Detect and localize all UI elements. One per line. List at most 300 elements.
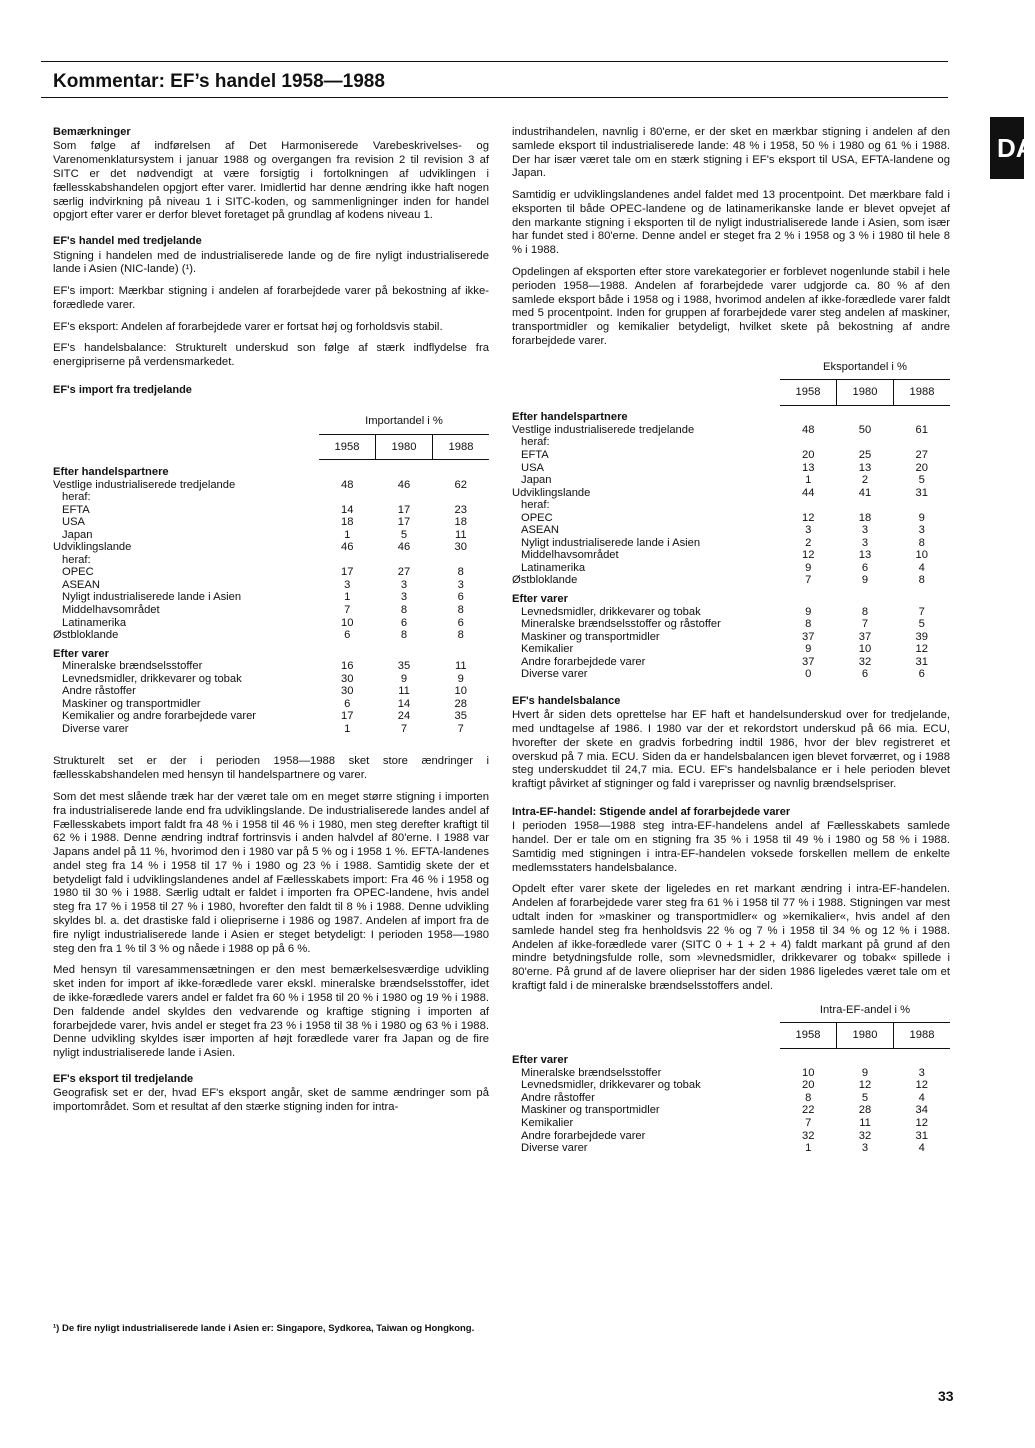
table-year-header: 1988 bbox=[894, 380, 951, 406]
table-cell-value: 25 bbox=[858, 448, 872, 461]
table-row-label: Latinamerika bbox=[521, 561, 586, 574]
table-row-label: Nyligt industrialiserede lande i Asien bbox=[521, 536, 701, 549]
table-cell-value: 32 bbox=[802, 1129, 815, 1142]
table-row-label: Andre råstoffer bbox=[521, 1091, 595, 1104]
table-header-row bbox=[53, 415, 489, 434]
table-cell-value: 12 bbox=[802, 511, 815, 524]
table-row bbox=[512, 1130, 950, 1143]
intra-table bbox=[512, 1004, 950, 1155]
table-cell-value: 9 bbox=[861, 574, 869, 587]
table-row-label: Østbloklande bbox=[512, 574, 578, 587]
table-cell-value bbox=[837, 499, 894, 512]
table-row-label: EFTA bbox=[521, 448, 549, 461]
table-row-label: Japan bbox=[521, 474, 552, 487]
table-cell-value: 6 bbox=[861, 561, 869, 574]
left-para-3: Med hensyn til varesammensætningen er den mest bemærkelsesværdige udvikling sket inden for import af ikke-forædlede varer ekskl. mineralske brændselsstoffer, idet de ikke-forædlede varers andel er faldet fra 60 % i 1958 til 20 % i 1980 og 19 % i 1988. Den faldende andel skyldes den vedvarende og kraftige stigning i importen af forarbejdede varer, hvis andel er steget fra 23 % i 1958 til 38 % i 1980 og 63 % i 1988. Denne udvikling skyldes især importen af højt forædlede varer fra Japan og de fire nyligt industrialiserede lande i Asien. bbox=[53, 964, 489, 1060]
table-cell-value: 32 bbox=[858, 655, 872, 668]
left-para-2: Som det mest slående træk har der været tale om en meget større stigning i importen fra industrialiserede lande end fra udviklingslande. De industrialiserede landes andel af Fællesskabets import faldt fra 48 % i 1958 til 46 % i 1980, men steg derefter kraftigt til 62 % i 1988. Denne ændring indtraf fortrinsvis i anden halvdel af 80'erne. I 1988 var Japans andel på 11 %, hvorimod den i 1980 var på 5 % og i 1958 1 %. EFTA-landenes andel steg fra 14 % i 1958 til 17 % i 1980 og 23 % i 1988. Samtidig skete der et betydeligt fald i udviklingslandenes andel af Fællesskabets import: Fra 46 % i 1958 og 1980 til 30 % i 1988. Særlig udtalt er faldet i importen fra OPEC-landene, hvis andel steg fra 17 % i 1958 til 27 % i 1980, hvorefter den faldt til 8 % i 1988. Denne udvikling skyldes bl. a. det drastiske fald i oliepriserne i 1986 og 1987. Andelen af import fra de fire nyligt industrialiserede lande i Asien er steget betydeligt: I perioden 1958—1980 steg den fra 1 % til 3 % og nåede i 1988 op på 6 %. bbox=[53, 791, 489, 955]
table-row bbox=[512, 618, 950, 631]
table-row bbox=[53, 698, 489, 711]
table-row bbox=[512, 606, 950, 619]
table-cell-value: 3 bbox=[400, 578, 408, 591]
table-row bbox=[512, 562, 950, 575]
table-cell-value: 14 bbox=[397, 697, 411, 710]
table-cell-value: 3 bbox=[400, 591, 408, 604]
table-row-label: Efter varer bbox=[512, 1054, 568, 1067]
table-year-row bbox=[53, 434, 489, 460]
table-row bbox=[53, 491, 489, 504]
bemaerkninger-section bbox=[53, 126, 489, 223]
table-cell-value: 3 bbox=[457, 578, 464, 591]
table-row bbox=[512, 656, 950, 669]
table-cell-value bbox=[376, 491, 433, 504]
table-cell-value: 10 bbox=[454, 685, 467, 698]
table-row bbox=[512, 1048, 950, 1067]
right-para-2: Samtidig er udviklingslandenes andel faldet med 13 procentpoint. Det mærkbare fald i eksporten til både OPEC-landene og de latinamerikanske lande er blevet opvejet af den markante stigning i eksporten til de nyligt industrialiserede lande i Asien, som især har fundet sted i 80'erne. Denne andel er steget fra 2 % i 1958 og 3 % i 1980 til hele 8 % i 1988. bbox=[512, 189, 950, 257]
table-cell-value: 1 bbox=[805, 474, 812, 487]
table-cell-value: 7 bbox=[805, 1117, 812, 1129]
table-cell-value: 9 bbox=[805, 561, 812, 574]
table-row bbox=[53, 516, 489, 529]
table-row-label: Latinamerika bbox=[62, 616, 127, 629]
import-table bbox=[53, 415, 489, 735]
table-row-label: Middelhavsområdet bbox=[521, 549, 619, 562]
table-row bbox=[512, 643, 950, 656]
table-row-label: Japan bbox=[62, 528, 93, 541]
table-cell-value: 5 bbox=[861, 1091, 869, 1104]
table-row-label: Kemikalier og andre forarbejdede varer bbox=[62, 710, 257, 723]
table-cell-value: 7 bbox=[344, 603, 351, 616]
table-cell-value: 6 bbox=[918, 668, 925, 681]
table-row bbox=[53, 660, 489, 673]
table-cell-value: 5 bbox=[918, 618, 925, 631]
table-row bbox=[512, 449, 950, 462]
table-cell-value: 1 bbox=[344, 722, 351, 735]
table-row bbox=[512, 462, 950, 475]
table-cell-value: 3 bbox=[344, 578, 351, 591]
table-cell-value: 0 bbox=[805, 668, 812, 681]
table-row-label: Mineralske brændselsstoffer bbox=[521, 1066, 662, 1079]
table-cell-value: 31 bbox=[915, 1129, 928, 1142]
right-para-1: industrihandelen, navnlig i 80'erne, er der sket en mærkbar stigning i andelen af den samlede eksport til industrialiserede lande: 48 % i 1958, 50 % i 1980 og 61 % i 1988. Der har især været tale om en stærk stigning i EF's eksport til USA, EFTA-landene og Japan. bbox=[512, 126, 950, 180]
table-cell-value: 12 bbox=[915, 1117, 928, 1129]
export-table-body bbox=[512, 361, 950, 681]
table-cell-value bbox=[376, 554, 433, 567]
table-cell-value: 46 bbox=[341, 541, 354, 554]
table-cell-value: 50 bbox=[858, 423, 872, 436]
table-cell-value: 8 bbox=[861, 605, 869, 618]
table-row-label: EFTA bbox=[62, 503, 90, 516]
table-cell-value: 20 bbox=[802, 1079, 815, 1092]
table-row bbox=[512, 405, 950, 424]
table-cell-value: 11 bbox=[859, 1117, 871, 1129]
table-cell-value: 20 bbox=[802, 448, 815, 461]
table-cell-value bbox=[780, 405, 837, 424]
table-row bbox=[512, 1067, 950, 1080]
table-row-label: Maskiner og transportmidler bbox=[62, 697, 201, 710]
table-row-label: heraf: bbox=[521, 499, 550, 512]
table-cell-value bbox=[894, 499, 951, 512]
table-row bbox=[512, 537, 950, 550]
table-cell-value bbox=[837, 436, 894, 449]
table-row bbox=[512, 574, 950, 587]
table-cell-value: 44 bbox=[802, 486, 815, 499]
table-cell-value: 12 bbox=[802, 549, 815, 562]
table-cell-value: 30 bbox=[454, 541, 467, 554]
table-cell-value: 1 bbox=[344, 528, 351, 541]
table-cell-value: 4 bbox=[918, 1142, 925, 1155]
table-cell-value: 7 bbox=[457, 722, 464, 735]
table-cell-value: 8 bbox=[457, 566, 464, 579]
table-cell-value: 9 bbox=[805, 643, 812, 656]
page-number: 33 bbox=[938, 1388, 954, 1404]
export-table bbox=[512, 361, 950, 681]
table-row bbox=[512, 424, 950, 437]
table-row-label: OPEC bbox=[62, 566, 94, 579]
table-cell-value: 8 bbox=[457, 603, 464, 616]
table-cell-value: 28 bbox=[858, 1104, 872, 1117]
table-header-title: Eksportandel i % bbox=[780, 361, 950, 380]
table-row bbox=[512, 474, 950, 487]
table-row-label: Andre forarbejdede varer bbox=[521, 1129, 646, 1142]
table-cell-value: 11 bbox=[454, 660, 467, 673]
table-cell-value: 10 bbox=[858, 643, 872, 656]
table-cell-value: 8 bbox=[400, 603, 408, 616]
table-cell-value bbox=[837, 405, 894, 424]
table-cell-value: 37 bbox=[802, 630, 815, 643]
table-cell-value: 18 bbox=[858, 511, 872, 524]
table-cell-value: 48 bbox=[802, 423, 815, 436]
right-column bbox=[512, 126, 950, 1155]
table-row-label: Levnedsmidler, drikkevarer og tobak bbox=[62, 672, 242, 685]
table-cell-value: 14 bbox=[341, 503, 354, 516]
table-row bbox=[512, 499, 950, 512]
table-row-label: Levnedsmidler, drikkevarer og tobak bbox=[521, 1079, 701, 1092]
table-cell-value: 11 bbox=[398, 685, 410, 698]
table-year-row bbox=[512, 380, 950, 406]
table-cell-value bbox=[319, 642, 376, 661]
table-header-row bbox=[512, 361, 950, 380]
table-cell-value: 6 bbox=[861, 668, 869, 681]
table-cell-value: 17 bbox=[397, 516, 411, 529]
table-cell-value: 17 bbox=[341, 710, 354, 723]
table-year-spacer bbox=[512, 1023, 780, 1049]
table-cell-value: 13 bbox=[858, 549, 872, 562]
table-cell-value bbox=[376, 642, 433, 661]
table-cell-value: 37 bbox=[802, 655, 815, 668]
table-cell-value: 9 bbox=[805, 605, 812, 618]
table-row-label: Vestlige industrialiserede tredjelande bbox=[512, 423, 695, 436]
table-row bbox=[512, 1117, 950, 1130]
table-cell-value: 17 bbox=[341, 566, 354, 579]
balance-summary: EF's handelsbalance: Strukturelt underskud son følge af stærk indflydelse fra energipriserne på verdensmarkedet. bbox=[53, 342, 489, 369]
table-row-label: Middelhavsområdet bbox=[62, 603, 160, 616]
table-cell-value bbox=[433, 554, 490, 567]
table-row bbox=[53, 479, 489, 492]
table-cell-value: 3 bbox=[918, 524, 925, 537]
table-cell-value: 9 bbox=[457, 672, 464, 685]
table-row-label: Kemikalier bbox=[521, 1117, 574, 1129]
table-row-label: ASEAN bbox=[62, 578, 100, 591]
right-para-6: Opdelt efter varer skete der ligeledes en ret markant ændring i intra-EF-handelen. Andelen af forarbejdede varer steg fra 61 % i 1958 til 77 % i 1988. Stigningen var mest udtalt inden for »maskiner og transportmidler« og »kemikalier«, hvis andel af den samlede handel steg fra henholdsvis 22 % og 7 % i 1958 til 34 % og 12 % i 1988. Andelen af ikke-forædlede varer (SITC 0 + 1 + 2 + 4) faldt markant på grund af den mindre betydningsfulde rolle, som »levnedsmidler, drikkevarer og tobak« spillede i 80'erne. På grund af de lavere oliepriser har der siden 1986 ligeledes været tale om et kraftigt fald i de mineralske brændselsstoffers andel. bbox=[512, 883, 950, 992]
table-cell-value: 10 bbox=[915, 549, 928, 562]
table-cell-value: 3 bbox=[861, 1142, 869, 1155]
table-cell-value: 22 bbox=[802, 1104, 815, 1117]
table-row-label: Efter varer bbox=[53, 647, 109, 660]
table-cell-value bbox=[376, 460, 433, 479]
table-cell-value bbox=[894, 587, 951, 606]
table-cell-value: 35 bbox=[397, 660, 411, 673]
table-row-label: Vestlige industrialiserede tredjelande bbox=[53, 478, 236, 491]
table-cell-value bbox=[319, 460, 376, 479]
table-row-label: Nyligt industrialiserede lande i Asien bbox=[62, 591, 242, 604]
table-row bbox=[53, 710, 489, 723]
table-row bbox=[53, 579, 489, 592]
table-year-header: 1958 bbox=[780, 1023, 837, 1049]
table-cell-value bbox=[319, 491, 376, 504]
table-row-label: Kemikalier bbox=[521, 643, 574, 656]
table-row-label: USA bbox=[521, 461, 545, 474]
table-cell-value: 10 bbox=[341, 616, 354, 629]
table-year-header: 1980 bbox=[837, 1023, 894, 1049]
left-para-1: Strukturelt set er der i perioden 1958—1988 sket store ændringer i fællesskabshandelen med hensyn til handelspartnere og varer. bbox=[53, 755, 489, 782]
import-table-body bbox=[53, 415, 489, 735]
table-row-label: Efter handelspartnere bbox=[512, 411, 628, 424]
table-row-label: heraf: bbox=[62, 553, 91, 566]
eksport-summary: EF's eksport: Andelen af forarbejdede varer er fortsat høj og forholdsvis stabil. bbox=[53, 320, 443, 333]
table-row bbox=[512, 587, 950, 606]
table-cell-value: 3 bbox=[805, 524, 812, 537]
table-cell-value: 4 bbox=[918, 561, 925, 574]
table-cell-value: 8 bbox=[805, 1091, 812, 1104]
table-cell-value: 27 bbox=[915, 448, 928, 461]
table-cell-value: 32 bbox=[858, 1129, 872, 1142]
table-header-spacer bbox=[512, 361, 780, 380]
table-cell-value: 1 bbox=[344, 591, 351, 604]
left-para-4: Geografisk set er der, hvad EF's eksport angår, sket de samme ændringer som på importområdet. Som et resultat af den stærke stigning inden for intra- bbox=[53, 1087, 489, 1114]
bemaerkninger-heading: Bemærkninger bbox=[53, 126, 131, 138]
table-row bbox=[53, 541, 489, 554]
table-cell-value: 48 bbox=[341, 478, 354, 491]
table-row bbox=[53, 642, 489, 661]
table-cell-value: 6 bbox=[457, 616, 464, 629]
table-row bbox=[53, 617, 489, 630]
table-row bbox=[512, 436, 950, 449]
table-cell-value: 2 bbox=[805, 536, 812, 549]
table-year-header: 1958 bbox=[780, 380, 837, 406]
tredjelande-heading: EF's handel med tredjelande bbox=[53, 235, 202, 248]
table-cell-value: 7 bbox=[400, 722, 408, 735]
table-row bbox=[512, 1092, 950, 1105]
table-row bbox=[53, 591, 489, 604]
table-cell-value: 5 bbox=[400, 528, 408, 541]
table-cell-value: 8 bbox=[457, 629, 464, 642]
table-row-label: Østbloklande bbox=[53, 629, 119, 642]
table-row bbox=[53, 504, 489, 517]
table-row-label: Maskiner og transportmidler bbox=[521, 630, 660, 643]
table-cell-value: 17 bbox=[397, 503, 411, 516]
table-row-label: Diverse varer bbox=[521, 668, 588, 681]
table-row-label: Diverse varer bbox=[62, 722, 129, 735]
table-row-label: Levnedsmidler, drikkevarer og tobak bbox=[521, 605, 701, 618]
tredjelande-section bbox=[53, 235, 489, 277]
table-row-label: Andre forarbejdede varer bbox=[521, 655, 646, 668]
table-cell-value: 13 bbox=[858, 461, 872, 474]
table-cell-value bbox=[780, 1048, 837, 1067]
table-row-label: Diverse varer bbox=[521, 1142, 588, 1155]
import-heading: EF's import fra tredjelande bbox=[53, 383, 192, 396]
table-row bbox=[512, 1079, 950, 1092]
table-cell-value: 4 bbox=[918, 1091, 925, 1104]
table-row bbox=[512, 1104, 950, 1117]
table-row-label: Efter handelspartnere bbox=[53, 465, 169, 478]
table-cell-value: 8 bbox=[918, 536, 925, 549]
table-row-label: Udviklingslande bbox=[512, 486, 591, 499]
table-cell-value: 31 bbox=[915, 655, 928, 668]
tredjelande-text: Stigning i handelen med de industrialiserede lande og de fire nyligt industrialiserede lande i Asien (NIC-lande) (¹). bbox=[53, 249, 489, 276]
import-summary: EF's import: Mærkbar stigning i andelen af forarbejdede varer på bekostning af ikke-forædlede varer. bbox=[53, 285, 489, 311]
table-cell-value: 46 bbox=[397, 478, 411, 491]
table-cell-value: 37 bbox=[858, 630, 872, 643]
table-cell-value: 23 bbox=[454, 503, 467, 516]
table-cell-value: 27 bbox=[397, 566, 411, 579]
table-cell-value: 6 bbox=[344, 629, 351, 642]
table-cell-value: 10 bbox=[802, 1066, 815, 1079]
table-row bbox=[512, 1142, 950, 1155]
table-cell-value bbox=[780, 499, 837, 512]
top-rule bbox=[41, 61, 948, 62]
table-cell-value bbox=[433, 460, 490, 479]
table-cell-value: 6 bbox=[344, 697, 351, 710]
footnote: ¹) De fire nyligt industrialiserede lande i Asien er: Singapore, Sydkorea, Taiwan og Hongkong. bbox=[53, 1323, 475, 1334]
table-row bbox=[53, 629, 489, 642]
table-cell-value: 30 bbox=[341, 685, 354, 698]
table-cell-value: 35 bbox=[454, 710, 467, 723]
table-cell-value: 3 bbox=[861, 524, 869, 537]
intra-table-body bbox=[512, 1004, 950, 1155]
bemaerkninger-text: Som følge af indførelsen af Det Harmoniserede Varebeskrivelses- og Varenomenklatursystem i januar 1988 og overgangen fra revision 2 til revision 3 af SITC er det nødvendigt at være forsigtig i fortolkningen af udviklingen i fællesskabshandelen opgjort efter varer. Imidlertid har denne ændring ikke haft nogen særlig indvirkning på niveau 1 i SITC-koden, og sammenligninger inden for handel opgjort efter varer er derfor blevet foretaget på grundlag af kodens niveau 1. bbox=[53, 140, 489, 222]
table-cell-value bbox=[433, 642, 490, 661]
table-cell-value bbox=[433, 491, 490, 504]
table-row bbox=[512, 549, 950, 562]
table-cell-value: 62 bbox=[454, 478, 467, 491]
table-cell-value: 28 bbox=[454, 697, 467, 710]
table-cell-value: 8 bbox=[400, 629, 408, 642]
table-row-label: ASEAN bbox=[521, 524, 559, 537]
table-row-label: Maskiner og transportmidler bbox=[521, 1104, 660, 1117]
table-year-header: 1988 bbox=[433, 434, 490, 460]
table-row bbox=[53, 604, 489, 617]
table-cell-value: 39 bbox=[915, 630, 928, 643]
table-year-spacer bbox=[512, 380, 780, 406]
table-header-title: Importandel i % bbox=[319, 415, 489, 434]
right-para-5: I perioden 1958—1988 steg intra-EF-handelens andel af Fællesskabets samlede handel. Der er tale om en stigning fra 35 % i 1958 til 49 % i 1980 og 58 % i 1988. Samtidig med stigningen i intra-EF-handelen voksede forskellen mellem de enkelte medlemsstaters handelsbalance. bbox=[512, 820, 950, 874]
table-cell-value: 11 bbox=[454, 528, 467, 541]
table-cell-value: 13 bbox=[802, 461, 815, 474]
table-row-label: Mineralske brændselsstoffer og råstoffer bbox=[521, 618, 721, 631]
table-year-header: 1988 bbox=[894, 1023, 951, 1049]
table-cell-value: 9 bbox=[861, 1066, 869, 1079]
eksport-heading: EF's eksport til tredjelande bbox=[53, 1072, 194, 1085]
table-cell-value: 34 bbox=[915, 1104, 928, 1117]
table-cell-value: 12 bbox=[858, 1079, 872, 1092]
table-row-label: OPEC bbox=[521, 511, 553, 524]
table-cell-value: 6 bbox=[400, 616, 408, 629]
table-cell-value: 7 bbox=[918, 605, 925, 618]
table-cell-value: 30 bbox=[341, 672, 354, 685]
table-cell-value: 16 bbox=[341, 660, 354, 673]
table-cell-value bbox=[894, 405, 951, 424]
table-row bbox=[53, 554, 489, 567]
table-row bbox=[512, 668, 950, 681]
table-row-label: Efter varer bbox=[512, 592, 568, 605]
table-cell-value bbox=[780, 436, 837, 449]
table-row bbox=[53, 673, 489, 686]
table-year-spacer bbox=[53, 434, 319, 460]
table-header-row bbox=[512, 1004, 950, 1023]
table-row bbox=[53, 723, 489, 736]
table-cell-value: 20 bbox=[915, 461, 928, 474]
table-cell-value: 46 bbox=[397, 541, 411, 554]
table-year-header: 1980 bbox=[837, 380, 894, 406]
title-rule bbox=[41, 97, 948, 98]
table-cell-value: 2 bbox=[861, 474, 869, 487]
table-cell-value: 12 bbox=[915, 1079, 928, 1092]
table-cell-value bbox=[894, 1048, 951, 1067]
table-year-header: 1958 bbox=[319, 434, 376, 460]
table-row bbox=[512, 631, 950, 644]
balance-heading: EF's handelsbalance bbox=[512, 694, 621, 707]
table-year-row bbox=[512, 1023, 950, 1049]
table-cell-value bbox=[837, 1048, 894, 1067]
table-row bbox=[512, 487, 950, 500]
table-row bbox=[512, 524, 950, 537]
table-row bbox=[53, 529, 489, 542]
table-row-label: heraf: bbox=[62, 491, 91, 504]
intra-heading: Intra-EF-handel: Stigende andel af forarbejdede varer bbox=[512, 805, 791, 818]
table-cell-value: 8 bbox=[918, 574, 925, 587]
table-row bbox=[53, 460, 489, 479]
table-row bbox=[53, 685, 489, 698]
table-cell-value: 3 bbox=[861, 536, 869, 549]
table-cell-value bbox=[780, 587, 837, 606]
table-cell-value bbox=[894, 436, 951, 449]
page-title: Kommentar: EF’s handel 1958—1988 bbox=[53, 71, 385, 92]
right-para-4: Hvert år siden dets oprettelse har EF haft et handelsunderskud over for tredjelande, med undtagelse af 1986. I 1980 var der et rekordstort underskud på 66 mia. ECU, hvorefter der skete en gradvis forbedring indtil 1986, hvor der blev registreret et overskud på 7 mia. ECU. Siden da er handelsbalancen igen blevet forværret, og i 1988 steg underskuddet til 24,7 mia. ECU. EF's handelsbalance er i hele perioden blevet kraftigt påvirket af stigninger og fald i vareprisser og navnlig brændselspriser. bbox=[512, 709, 950, 791]
table-cell-value: 1 bbox=[805, 1142, 812, 1155]
table-header-title: Intra-EF-andel i % bbox=[780, 1004, 950, 1023]
table-row-label: Mineralske brændselsstoffer bbox=[62, 660, 203, 673]
table-cell-value: 24 bbox=[397, 710, 411, 723]
table-cell-value: 9 bbox=[400, 672, 408, 685]
table-cell-value: 7 bbox=[861, 618, 869, 631]
table-cell-value: 9 bbox=[918, 511, 925, 524]
table-cell-value: 7 bbox=[805, 574, 812, 587]
table-row-label: Udviklingslande bbox=[53, 541, 132, 554]
table-cell-value: 12 bbox=[915, 643, 928, 656]
table-row-label: Andre råstoffer bbox=[62, 685, 136, 698]
table-cell-value bbox=[319, 554, 376, 567]
table-cell-value: 5 bbox=[918, 474, 925, 487]
table-header-spacer bbox=[512, 1004, 780, 1023]
table-cell-value: 8 bbox=[805, 618, 812, 631]
table-row-label: USA bbox=[62, 516, 86, 529]
left-column bbox=[53, 126, 489, 1123]
table-cell-value: 41 bbox=[858, 486, 872, 499]
table-row-label: heraf: bbox=[521, 436, 550, 449]
right-para-3: Opdelingen af eksporten efter store varekategorier er forblevet nogenlunde stabil i hele perioden 1958—1988. Andelen af forarbejdede varer udgjorde ca. 80 % af den samlede eksport både i 1958 og i 1988, hvorimod andelen af ikke-forædlede varer faldt med 5 procentpoint. Inden for gruppen af forarbejdede varer steg andelen af maskiner, transportmidler og kemikalier betydeligt, hvilket skete på bekostning af andre forarbejdede varer. bbox=[512, 266, 950, 347]
table-cell-value: 61 bbox=[915, 423, 928, 436]
